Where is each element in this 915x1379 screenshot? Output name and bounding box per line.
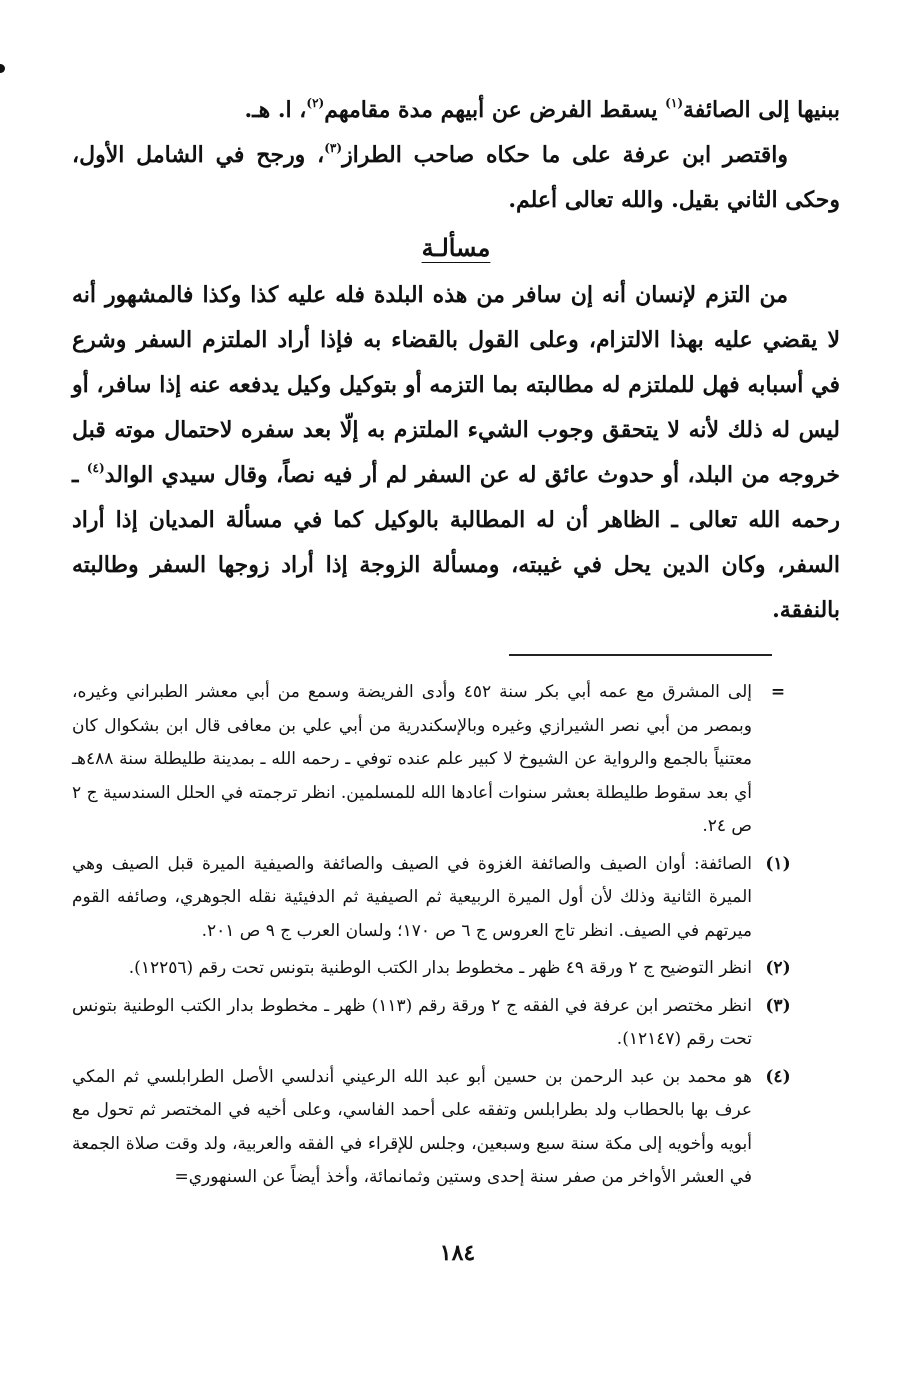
footnote-2 bbox=[72, 952, 804, 986]
section-heading bbox=[72, 223, 840, 273]
footnote-3 bbox=[72, 990, 804, 1057]
footnote-ref-1[interactable]: (١) bbox=[665, 96, 683, 110]
footnotes bbox=[72, 676, 804, 1195]
footnote-4 bbox=[72, 1061, 804, 1195]
footnote-text: الصائفة: أوان الصيف والصائفة الغزوة في الصيف والصائفة والصيفية الميرة قبل الصيف وهي الميرة الثانية وذلك لأن أول الميرة الربيعية ثم الصيفية ثم الدفيئية نقله الجوهري، وصائفه القوم ميرتهم في الصيف. انظر تاج العروس ج ٦ ص ١٧٠؛ ولسان العرب ج ٩ ص ٢٠١. bbox=[72, 853, 752, 941]
footnote-ref-4[interactable]: (٤) bbox=[86, 461, 105, 475]
footnote-text: انظر مختصر ابن عرفة في الفقه ج ٢ ورقة رقم (١١٣) ظهر ـ مخطوط بدار الكتب الوطنية بتونس تحت رقم (١٢١٤٧). bbox=[72, 995, 752, 1049]
footnote-ref-3[interactable]: (٣) bbox=[324, 141, 343, 155]
footnote-1 bbox=[72, 848, 804, 949]
footnote-text: انظر التوضيح ج ٢ ورقة ٤٩ ظهر ـ مخطوط بدار الكتب الوطنية بتونس تحت رقم (١٢٢٥٦). bbox=[128, 958, 752, 978]
footnote-mark: = bbox=[770, 682, 786, 702]
scan-edge-mark bbox=[0, 64, 5, 73]
footnote-text: هو محمد بن عبد الرحمن بن حسين أبو عبد الله الرعيني أندلسي الأصل الطرابلسي ثم المكي عرف بها بالحطاب ولد بطرابلس وتفقه على أحمد الفاسي، وعلى أخيه في المختصر ثم تحول مع أبويه وأخويه إلى مكة سنة سبع وسبعين، وجلس للإقراء في الفقه والعربية، ولد وقت صلاة الجمعة في العشر الأواخر من صفر سنة إحدى وستين وثمانمائة، وأخذ أيضاً عن السنهوري= bbox=[72, 1066, 752, 1187]
footnote-text: إلى المشرق مع عمه أبي بكر سنة ٤٥٢ وأدى الفريضة وسمع من أبي معشر الطبراني وغيره، وبمصر من أبي نصر الشيرازي وغيره وبالإسكندرية من أبي علي بن معافى قال ابن بشكوال كان معتنياً بالجمع والرواية عن الشيوخ لا كبير علم عنده توفي ـ رحمه الله ـ بمدينة طليطلة سنة ٤٨٨هـ أي بعد سقوط طليطلة بعشر سنوات أعادها الله للمسلمين. انظر ترجمته في الحلل السندسية ج ٢ ص ٢٤. bbox=[72, 682, 753, 836]
paragraph-2 bbox=[72, 133, 840, 223]
paragraph-2-start: واقتصر ابن عرفة على ما حكاه صاحب الطراز bbox=[342, 142, 788, 168]
paragraph-3 bbox=[72, 273, 840, 633]
footnote-mark: (١) bbox=[765, 853, 791, 874]
page-number: ١٨٤ bbox=[439, 1240, 476, 1266]
footnote-separator bbox=[509, 654, 772, 656]
section-heading-text: مسألـة bbox=[421, 233, 491, 262]
paragraph-1-middle: يسقط الفرض عن أبيهم مدة مقامهم bbox=[324, 97, 666, 123]
main-text bbox=[72, 88, 840, 633]
paragraph-1 bbox=[72, 88, 840, 133]
footnote-mark: (٤) bbox=[765, 1066, 791, 1087]
footnote-mark: (٣) bbox=[765, 995, 791, 1016]
footnote-mark: (٢) bbox=[765, 958, 791, 978]
footnote-ref-2[interactable]: (٢) bbox=[306, 96, 325, 110]
paragraph-2-end: ، ورجح في الشامل الأول، وحكى الثاني بقيل. والله تعالى أعلم. bbox=[72, 142, 840, 213]
paragraph-3-end: ـ رحمه الله تعالى ـ الظاهر أن له المطالبة بالوكيل كما في مسألة المديان إذا أراد السفر، وكان الدين يحل في غيبته، ومسألة الزوجة إذا أراد زوجها السفر وطالبته بالنفقة. bbox=[72, 462, 840, 623]
footnote-continued bbox=[72, 676, 804, 844]
paragraph-3-start: من التزم لإنسان أنه إن سافر من هذه البلدة فله عليه كذا وكذا فالمشهور أنه لا يقضي عليه بهذا الالتزام، وعلى القول بالقضاء به فإذا أراد الملتزم السفر وشرع في أسبابه فهل للملتزم له مطالبته بما التزمه أو بتوكيل وكيل يدفعه عنه إذا سافر، أو ليس له ذلك لأنه لا يتحقق وجوب الشيء الملتزم به إلّا بعد سفره لاحتمال موته قبل خروجه من البلد، أو حدوث عائق له عن السفر لم أر فيه نصاً، وقال سيدي الوالد bbox=[72, 282, 840, 488]
paragraph-1-end: ، ا. هـ. bbox=[244, 97, 307, 123]
paragraph-1-start: ببنيها إلى الصائفة bbox=[683, 97, 840, 123]
